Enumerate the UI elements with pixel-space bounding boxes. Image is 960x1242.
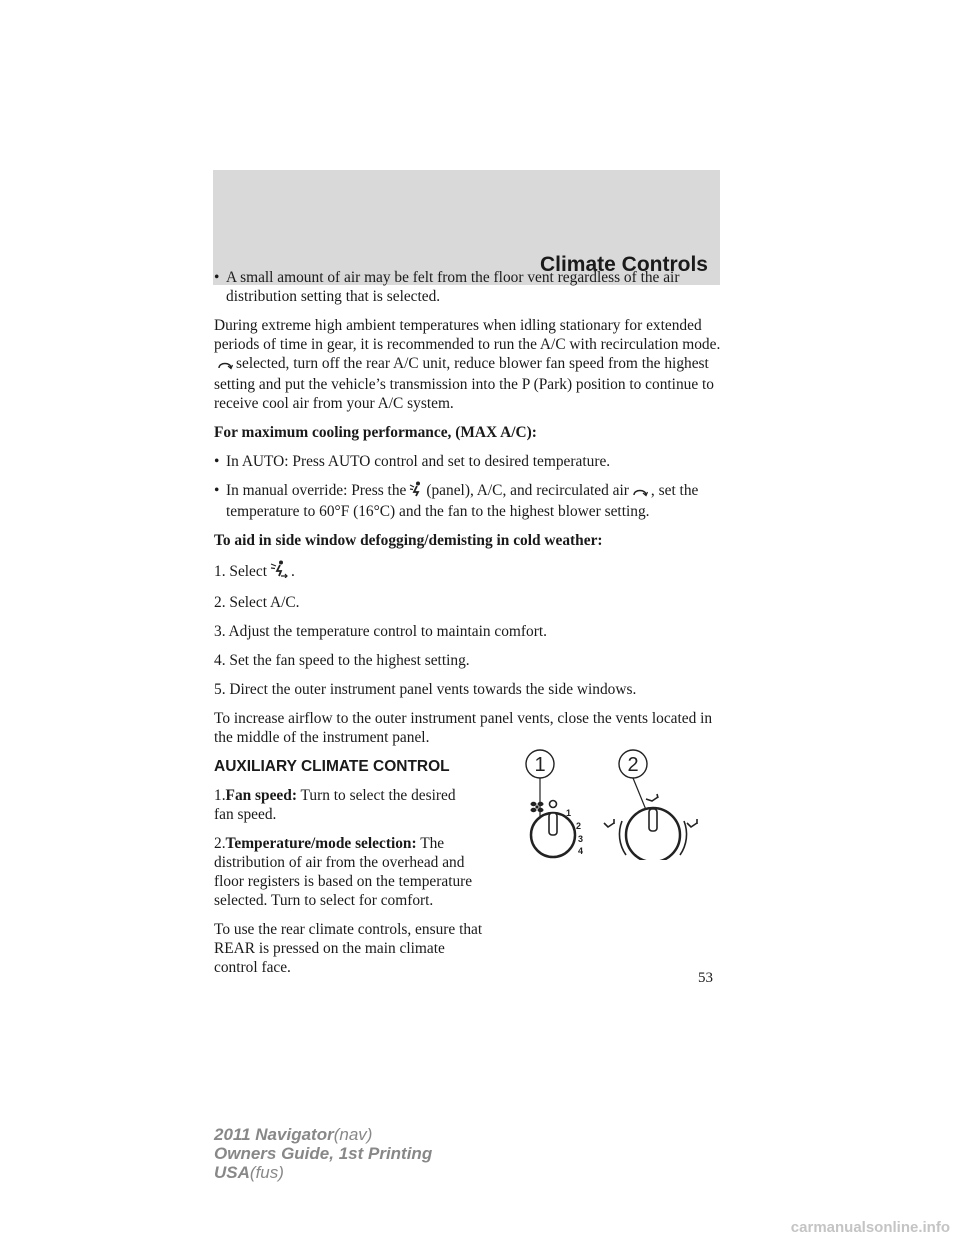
item-text: Turn to select the desired fan speed. [214,787,456,823]
svg-text:2: 2 [627,754,639,776]
step-4: 4. Set the fan speed to the highest setting. [214,652,470,669]
aux-control-diagram [500,735,720,860]
item-text: The distribution of air from the overhead and floor registers is based on the temperature selected. Turn to select for comfort. [214,835,473,909]
item-number: 1. [214,787,226,804]
speed-label: 3 [578,834,584,844]
footer-code: (nav) [333,1125,373,1144]
list-item [214,268,724,306]
bullet-dot: • [214,453,220,470]
item-label: Fan speed: [225,787,297,804]
footer-model: 2011 Navigator [214,1125,334,1144]
footer-line [214,1163,432,1182]
bullet-text [226,481,724,521]
panel-vent-icon [409,481,423,502]
step-text: . [291,563,295,580]
bullet-text-part: , set the temperature to 60°F (16°C) and the fan to the highest blower setting. [226,482,699,520]
aux-item-fan-speed [214,786,479,824]
speed-label: 1 [566,808,572,818]
svg-text:1: 1 [534,754,546,776]
fan-off-marker [550,801,557,808]
floor-vent-icon-right [687,819,697,827]
bullet-text-part: (panel), A/C, and recirculated air [426,482,629,499]
recirculation-icon [217,356,233,375]
document-footer [214,1125,432,1182]
footer-market: USA [214,1163,250,1182]
watermark: carmanualsonline.info [790,1219,950,1236]
page-content [214,268,724,987]
defog-heading: To aid in side window defogging/demisting in cold weather: [214,532,603,549]
speed-label: 2 [576,821,582,831]
step-1 [214,560,724,583]
item-number: 2. [214,835,226,852]
panel-floor-vent-icon [270,560,288,583]
bullet-dot: • [214,482,220,499]
bullet-text: A small amount of air may be felt from the floor vent regardless of the air distribution setting that is selected. [226,269,680,305]
footer-line [214,1125,432,1144]
temperature-mode-knob [604,794,697,860]
overhead-vent-icon [646,794,658,801]
paragraph-extreme-heat [214,316,724,413]
max-cooling-heading: For maximum cooling performance, (MAX A/C): [214,424,537,441]
step-5: 5. Direct the outer instrument panel vents towards the side windows. [214,681,637,698]
item-label: Temperature/mode selection: [225,835,417,852]
paragraph-text: During extreme high ambient temperatures when idling stationary for extended periods of time in gear, it is recommended to run the A/C with recirculation mode. [214,317,721,353]
section-title: Climate Controls [539,253,708,276]
rear-controls-paragraph: To use the rear climate controls, ensure that REAR is pressed on the main climate control face. [214,921,483,976]
footer-line [214,1144,432,1163]
recirculation-icon [632,483,648,502]
aux-climate-heading: AUXILIARY CLIMATE CONTROL [214,758,450,775]
step-text: 1. Select [214,563,267,580]
bullet-text: In AUTO: Press AUTO control and set to desired temperature. [226,453,611,470]
speed-label: 4 [578,846,584,856]
fan-speed-knob [531,801,584,858]
bullet-text-part: In manual override: Press the [226,482,407,499]
airflow-paragraph: To increase airflow to the outer instrument panel vents, close the vents located in the middle of the instrument panel. [214,710,713,746]
paragraph-text: selected, turn off the rear A/C unit, reduce blower fan speed from the highest setting and put the vehicle’s transmission into the P (Park) position to continue to receive cool air from your A/C system. [214,355,714,412]
footer-printing: Owners Guide, 1st Printing [214,1144,433,1163]
footer-code: (fus) [249,1163,284,1182]
list-item [214,481,724,521]
fan-icon [531,802,544,812]
step-2: 2. Select A/C. [214,594,300,611]
aux-item-temperature [214,834,479,910]
list-item [214,452,724,471]
bullet-dot: • [214,269,220,286]
page-number: 53 [698,970,713,986]
step-3: 3. Adjust the temperature control to maintain comfort. [214,623,547,640]
floor-vent-icon-left [604,819,614,827]
